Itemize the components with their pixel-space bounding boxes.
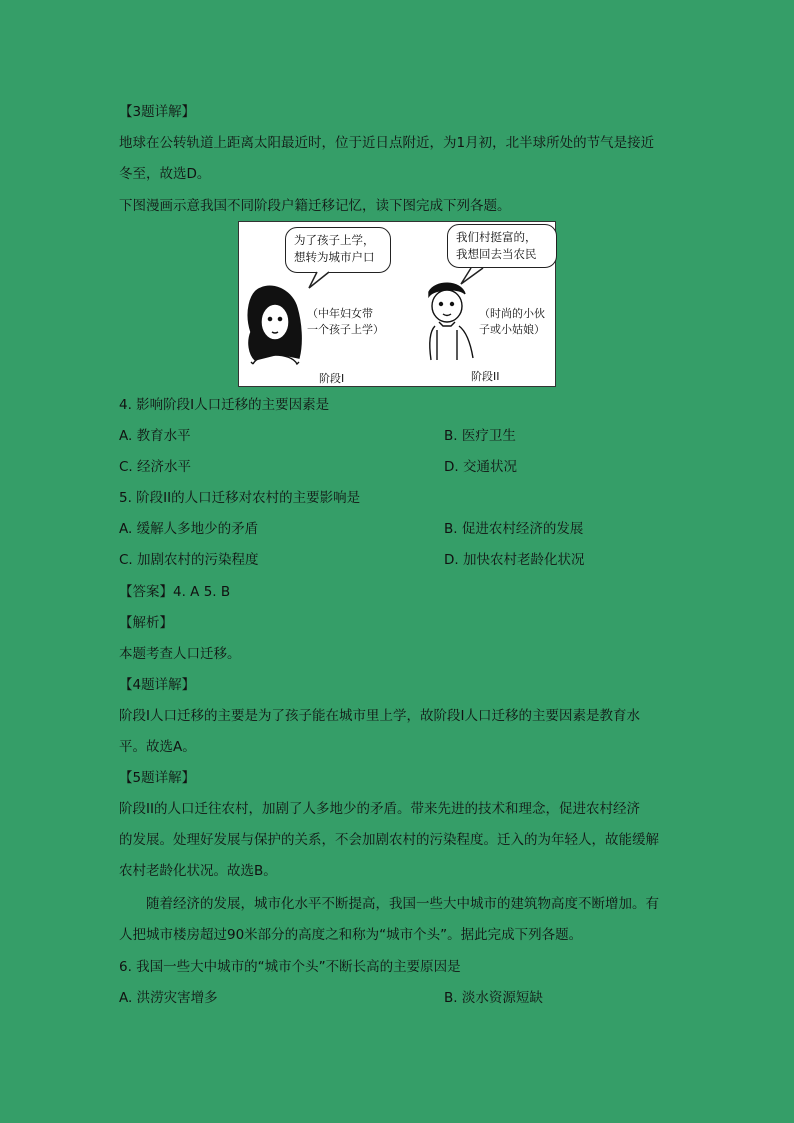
text-line: 地球在公转轨道上距离太阳最近时，位于近日点附近，为1月初，北半球所处的节气是接近 [119,135,655,151]
stage-label-right: 阶段II [471,370,500,383]
text-line: 冬至，故选D。 [119,166,211,182]
caption-text: （中年妇女带 [307,307,373,320]
bubble-text: 我想回去当农民 [456,247,537,261]
text-line: 下图漫画示意我国不同阶段户籍迁移记忆，读下图完成下列各题。 [119,198,511,214]
option-b: B. 促进农村经济的发展 [444,521,584,537]
text-line: 阶段I人口迁移的主要是为了孩子能在城市里上学，故阶段I人口迁移的主要因素是教育水 [119,708,640,724]
text-line: 平。故选A。 [119,739,196,755]
section-heading-q4: 【4题详解】 [119,677,196,693]
caption-left [307,306,384,338]
option-a: A. 洪涝灾害增多 [119,990,218,1006]
answer-line: 【答案】4. A 5. B [119,584,231,600]
passage-line: 人把城市楼房超过90米部分的高度之和称为“城市个头”。据此完成下列各题。 [119,927,583,943]
comic-figure [238,221,556,387]
option-c: C. 加剧农村的污染程度 [119,552,259,568]
section-heading-q3: 【3题详解】 [119,104,196,120]
caption-text: （时尚的小伙 [479,307,545,320]
option-b: B. 淡水资源短缺 [444,990,543,1006]
caption-text: 子或小姑娘） [479,323,545,336]
text-line: 农村老龄化状况。故选B。 [119,863,277,879]
question-5-stem: 5. 阶段II的人口迁移对农村的主要影响是 [119,490,361,506]
bubble-text: 为了孩子上学， [294,233,375,247]
stage-label-left: 阶段I [319,372,345,385]
text-line: 的发展。处理好发展与保护的关系，不会加剧农村的污染程度。迁入的为年轻人，故能缓解 [119,832,659,848]
question-4-stem: 4. 影响阶段I人口迁移的主要因素是 [119,397,330,413]
option-a: A. 教育水平 [119,428,191,444]
passage-line: 随着经济的发展，城市化水平不断提高，我国一些大中城市的建筑物高度不断增加。有 [146,896,659,912]
caption-right [479,306,545,338]
woman-figure [248,286,301,364]
option-d: D. 加快农村老龄化状况 [444,552,585,568]
option-b: B. 医疗卫生 [444,428,516,444]
option-d: D. 交通状况 [444,459,517,475]
young-man-figure [429,283,473,360]
option-a: A. 缓解人多地少的矛盾 [119,521,259,537]
text-line: 阶段II的人口迁往农村，加剧了人多地少的矛盾。带来先进的技术和理念，促进农村经济 [119,801,640,817]
analysis-heading: 【解析】 [119,615,173,631]
section-heading-q5: 【5题详解】 [119,770,196,786]
question-6-stem: 6. 我国一些大中城市的“城市个头”不断长高的主要原因是 [119,959,461,975]
bubble-text: 想转为城市户口 [294,250,375,264]
caption-text: 一个孩子上学） [307,323,384,336]
bubble-text: 我们村挺富的， [456,230,537,244]
speech-bubble-right [447,224,557,268]
text-line: 本题考查人口迁移。 [119,646,241,662]
option-c: C. 经济水平 [119,459,192,475]
